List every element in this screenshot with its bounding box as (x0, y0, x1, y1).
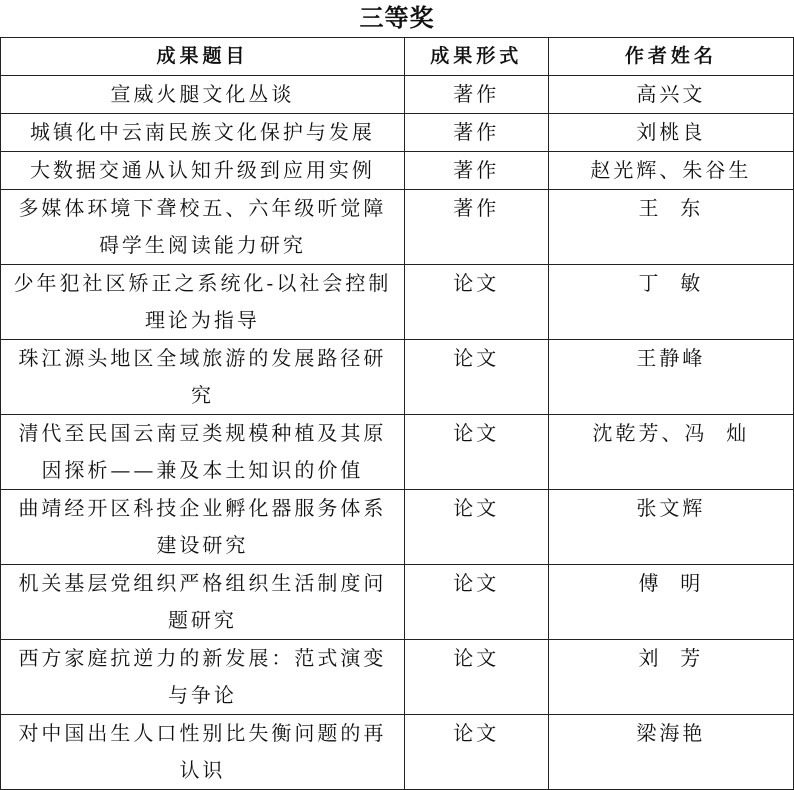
cell-title: 对中国出生人口性别比失衡问题的再认识 (1, 715, 405, 790)
cell-title: 曲靖经开区科技企业孵化器服务体系建设研究 (1, 490, 405, 565)
column-header-title: 成果题目 (1, 38, 405, 76)
page-title: 三等奖 (359, 4, 435, 32)
cell-author: 高兴文 (548, 76, 793, 114)
table-row (1, 114, 794, 152)
table-row (1, 640, 794, 715)
cell-title: 珠江源头地区全域旅游的发展路径研究 (1, 340, 405, 415)
cell-form: 著作 (404, 190, 548, 265)
cell-author: 丁 敏 (548, 265, 793, 340)
table-row (1, 715, 794, 790)
cell-title: 机关基层党组织严格组织生活制度问题研究 (1, 565, 405, 640)
cell-title: 城镇化中云南民族文化保护与发展 (1, 114, 405, 152)
cell-title: 清代至民国云南豆类规模种植及其原因探析——兼及本土知识的价值 (1, 415, 405, 490)
cell-author: 傅 明 (548, 565, 793, 640)
column-header-author: 作者姓名 (548, 38, 793, 76)
cell-author: 沈乾芳、冯 灿 (548, 415, 793, 490)
cell-title: 西方家庭抗逆力的新发展：范式演变与争论 (1, 640, 405, 715)
cell-author: 刘桃良 (548, 114, 793, 152)
table-row (1, 340, 794, 415)
cell-title: 宣威火腿文化丛谈 (1, 76, 405, 114)
table-row (1, 265, 794, 340)
cell-form: 论文 (404, 490, 548, 565)
cell-author: 张文辉 (548, 490, 793, 565)
cell-author: 刘 芳 (548, 640, 793, 715)
cell-author: 赵光辉、朱谷生 (548, 152, 793, 190)
cell-form: 论文 (404, 340, 548, 415)
cell-title: 多媒体环境下聋校五、六年级听觉障碍学生阅读能力研究 (1, 190, 405, 265)
column-header-form: 成果形式 (404, 38, 548, 76)
cell-title: 少年犯社区矫正之系统化-以社会控制理论为指导 (1, 265, 405, 340)
awards-table (0, 37, 794, 790)
cell-form: 著作 (404, 114, 548, 152)
cell-form: 论文 (404, 265, 548, 340)
cell-author: 梁海艳 (548, 715, 793, 790)
cell-form: 论文 (404, 715, 548, 790)
table-row (1, 76, 794, 114)
cell-form: 论文 (404, 640, 548, 715)
table-header-row (1, 38, 794, 76)
cell-form: 论文 (404, 415, 548, 490)
table-row (1, 190, 794, 265)
cell-form: 著作 (404, 152, 548, 190)
table-row (1, 490, 794, 565)
cell-form: 著作 (404, 76, 548, 114)
table-row (1, 415, 794, 490)
table-row (1, 565, 794, 640)
cell-title: 大数据交通从认知升级到应用实例 (1, 152, 405, 190)
cell-form: 论文 (404, 565, 548, 640)
table-row (1, 152, 794, 190)
cell-author: 王 东 (548, 190, 793, 265)
cell-author: 王静峰 (548, 340, 793, 415)
